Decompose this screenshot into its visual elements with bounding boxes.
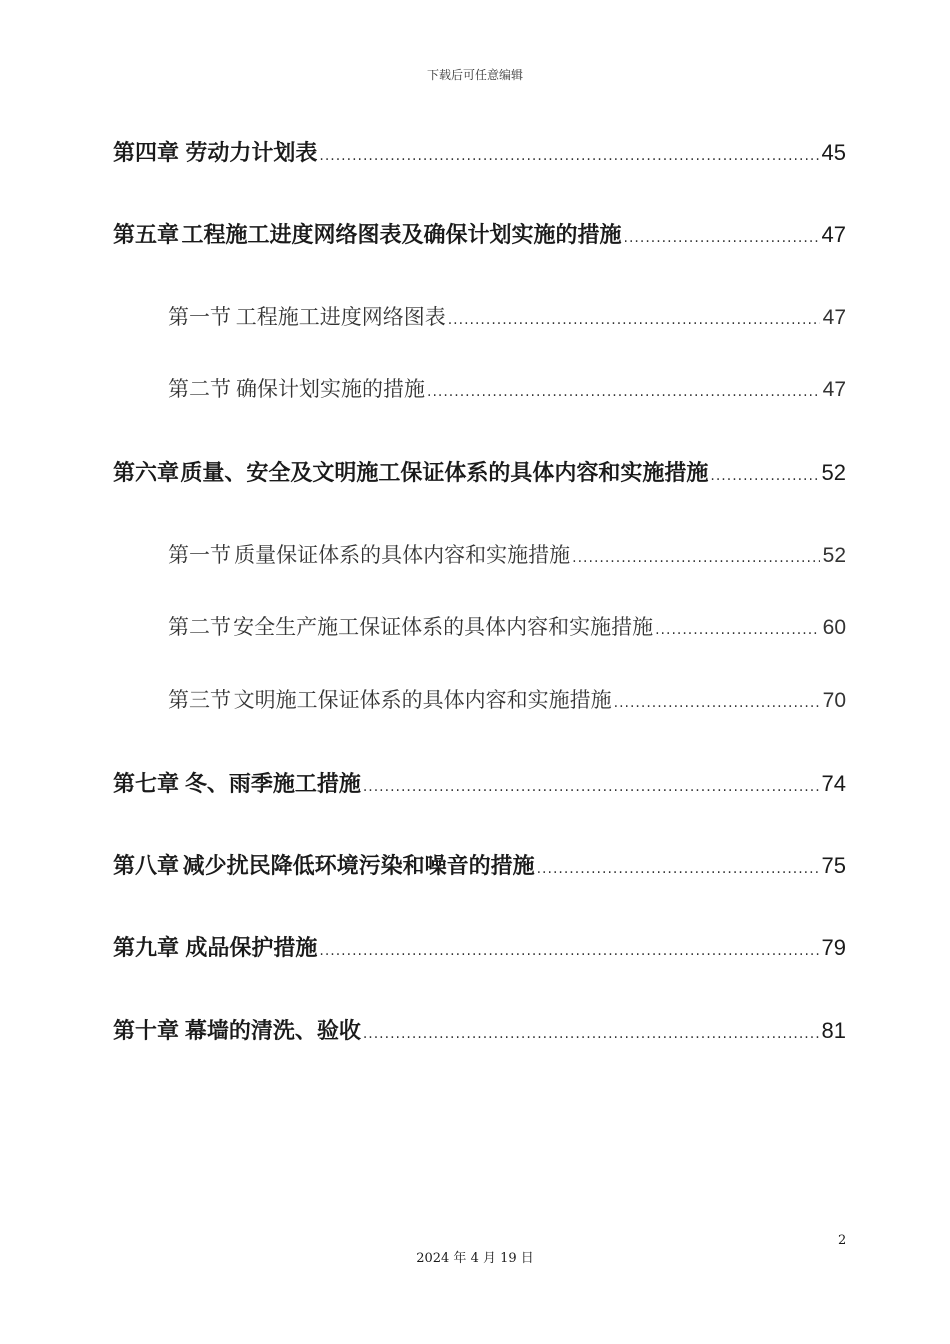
dot-leader xyxy=(614,688,820,712)
dot-leader xyxy=(624,223,819,248)
toc-label: 第二节 xyxy=(168,377,231,401)
toc-page-number: 47 xyxy=(821,222,846,247)
page-header: 下载后可任意编辑 xyxy=(426,68,523,82)
dot-leader xyxy=(448,305,820,329)
toc-entry-section-5-1[interactable] xyxy=(168,301,846,331)
toc-label: 第五章 xyxy=(113,223,180,248)
dot-leader xyxy=(572,543,820,567)
dot-leader xyxy=(710,461,818,486)
toc-title: 文明施工保证体系的具体内容和实施措施 xyxy=(233,688,612,712)
toc-title: 减少扰民降低环境污染和噪音的措施 xyxy=(182,854,535,879)
toc-page-number: 60 xyxy=(822,616,846,639)
toc-title: 工程施工进度网络图表及确保计划实施的措施 xyxy=(181,223,622,248)
dot-leader xyxy=(363,772,819,797)
toc-label: 第九章 xyxy=(113,936,180,961)
toc-title: 安全生产施工保证体系的具体内容和实施措施 xyxy=(233,615,654,639)
toc-entry-chapter-4[interactable] xyxy=(113,136,846,167)
toc-page-number: 45 xyxy=(821,140,846,165)
toc-title: 确保计划实施的措施 xyxy=(236,377,425,401)
toc-page-number: 47 xyxy=(822,378,846,401)
toc-entry-section-6-1[interactable] xyxy=(168,539,846,569)
dot-leader xyxy=(427,377,820,401)
toc-label: 第三节 xyxy=(168,688,231,712)
toc-entry-chapter-6[interactable] xyxy=(113,456,846,487)
toc-page-number: 52 xyxy=(821,460,846,485)
toc-label: 第七章 xyxy=(113,772,180,797)
dot-leader xyxy=(655,615,820,639)
dot-leader xyxy=(537,854,819,879)
toc-title: 质量、安全及文明施工保证体系的具体内容和实施措施 xyxy=(180,461,709,486)
toc-entry-section-6-3[interactable] xyxy=(168,684,846,714)
toc-entry-chapter-10[interactable] xyxy=(113,1014,846,1045)
toc-label: 第八章 xyxy=(113,854,180,879)
toc-entry-chapter-5[interactable] xyxy=(113,218,846,249)
dot-leader xyxy=(319,141,818,166)
toc-label: 第一节 xyxy=(168,543,231,567)
toc-entry-chapter-7[interactable] xyxy=(113,767,846,798)
toc-label: 第十章 xyxy=(113,1019,180,1044)
toc-label: 第一节 xyxy=(168,305,231,329)
toc-page-number: 81 xyxy=(821,1018,846,1043)
toc-title: 工程施工进度网络图表 xyxy=(235,305,446,329)
footer-date: 2024 年 4 月 19 日 xyxy=(416,1251,534,1266)
toc-label: 第二节 xyxy=(168,615,231,639)
toc-page-number: 74 xyxy=(821,771,846,796)
page-number: 2 xyxy=(838,1233,847,1248)
dot-leader xyxy=(319,936,818,961)
toc-page-number: 70 xyxy=(822,689,846,712)
dot-leader xyxy=(363,1019,819,1044)
toc-entry-chapter-8[interactable] xyxy=(113,849,846,880)
toc-entry-section-6-2[interactable] xyxy=(168,611,846,641)
toc-title: 幕墙的清洗、验收 xyxy=(184,1019,361,1044)
toc-label: 第四章 xyxy=(113,141,180,166)
toc-entry-section-5-2[interactable] xyxy=(168,373,846,403)
toc-page-number: 75 xyxy=(821,853,846,878)
toc-title: 质量保证体系的具体内容和实施措施 xyxy=(234,543,571,567)
toc-label: 第六章 xyxy=(113,461,180,486)
toc-page-number: 79 xyxy=(821,935,846,960)
toc-title: 冬、雨季施工措施 xyxy=(184,772,361,797)
toc-entry-chapter-9[interactable] xyxy=(113,931,846,962)
toc-page-number: 52 xyxy=(822,544,846,567)
toc-title: 劳动力计划表 xyxy=(185,141,318,166)
toc-title: 成品保护措施 xyxy=(185,936,318,961)
toc-page-number: 47 xyxy=(822,306,846,329)
